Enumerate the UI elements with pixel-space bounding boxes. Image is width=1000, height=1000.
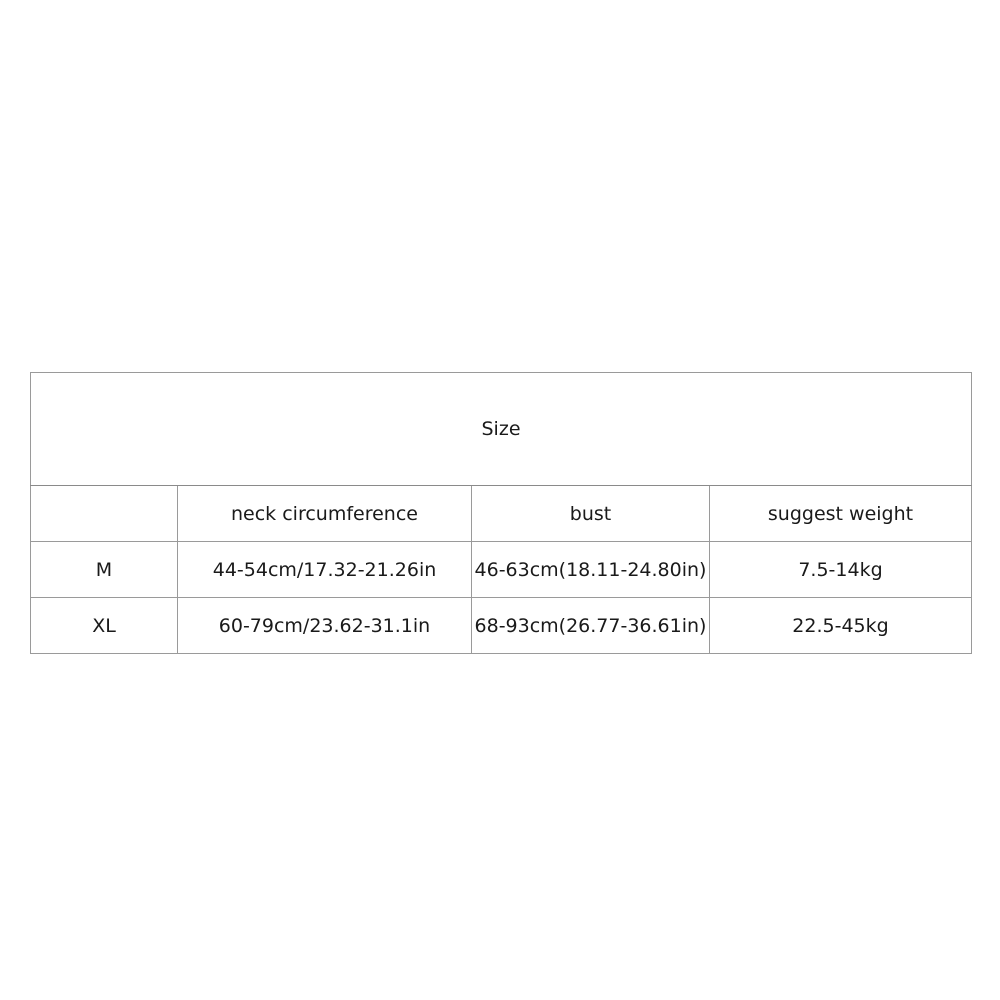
table-title-row [31,373,972,486]
neck-cell: 44-54cm/17.32-21.26in [178,542,472,598]
size-chart-table [30,372,972,654]
table-header-row [31,486,972,542]
header-cell-size [31,486,178,542]
weight-cell: 7.5-14kg [710,542,972,598]
size-cell: XL [31,598,178,654]
size-cell: M [31,542,178,598]
header-cell-neck-circumference: neck circumference [178,486,472,542]
header-cell-suggest-weight: suggest weight [710,486,972,542]
table-row [31,542,972,598]
bust-cell: 68-93cm(26.77-36.61in) [472,598,710,654]
neck-cell: 60-79cm/23.62-31.1in [178,598,472,654]
bust-cell: 46-63cm(18.11-24.80in) [472,542,710,598]
header-cell-bust: bust [472,486,710,542]
table-title: Size [31,373,972,486]
table-row [31,598,972,654]
weight-cell: 22.5-45kg [710,598,972,654]
